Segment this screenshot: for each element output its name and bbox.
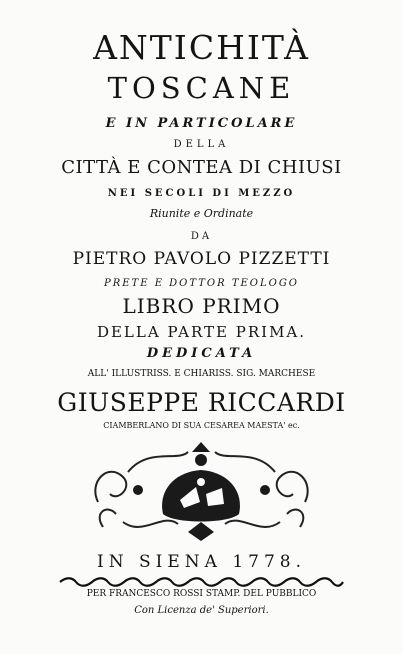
era-line: NEI SECOLI DI MEZZO bbox=[107, 188, 296, 199]
imprint-license: Con Licenza de' Superiori. bbox=[134, 605, 269, 616]
imprint-printer: PER FRANCESCO ROSSI STAMP. DEL PUBBLICO bbox=[86, 589, 317, 599]
book-line: LIBRO PRIMO bbox=[122, 294, 281, 318]
recipient-role-line: CIAMBERLANO DI SUA CESAREA MAESTA' ec. bbox=[103, 421, 300, 430]
da-line: DA bbox=[190, 231, 213, 242]
part-line: DELLA PARTE PRIMA. bbox=[96, 323, 307, 341]
title-line-2: TOSCANE bbox=[107, 71, 296, 105]
dedication-line: DEDICATA bbox=[146, 346, 257, 361]
ornament-vignette bbox=[88, 442, 315, 542]
recipient-name: GIUSEPPE RICCARDI bbox=[57, 388, 346, 417]
imprint-place-year: IN SIENA 1778. bbox=[97, 552, 306, 572]
title-line-1: ANTICHITÀ bbox=[93, 28, 310, 67]
riunite-line: Riunite e Ordinate bbox=[149, 207, 254, 220]
author-role-line: PRETE E DOTTOR TEOLOGO bbox=[103, 278, 300, 289]
subtitle-line-2: DELLA bbox=[173, 139, 230, 150]
subtitle-line-1: E IN PARTICOLARE bbox=[105, 116, 298, 131]
place-line: CITTÀ E CONTEA DI CHIUSI bbox=[61, 157, 342, 178]
recipient-title-line: ALL' ILLUSTRISS. E CHIARISS. SIG. MARCHESE bbox=[87, 369, 316, 379]
chain-rule bbox=[58, 577, 345, 587]
author-line: PIETRO PAVOLO PIZZETTI bbox=[72, 249, 331, 269]
